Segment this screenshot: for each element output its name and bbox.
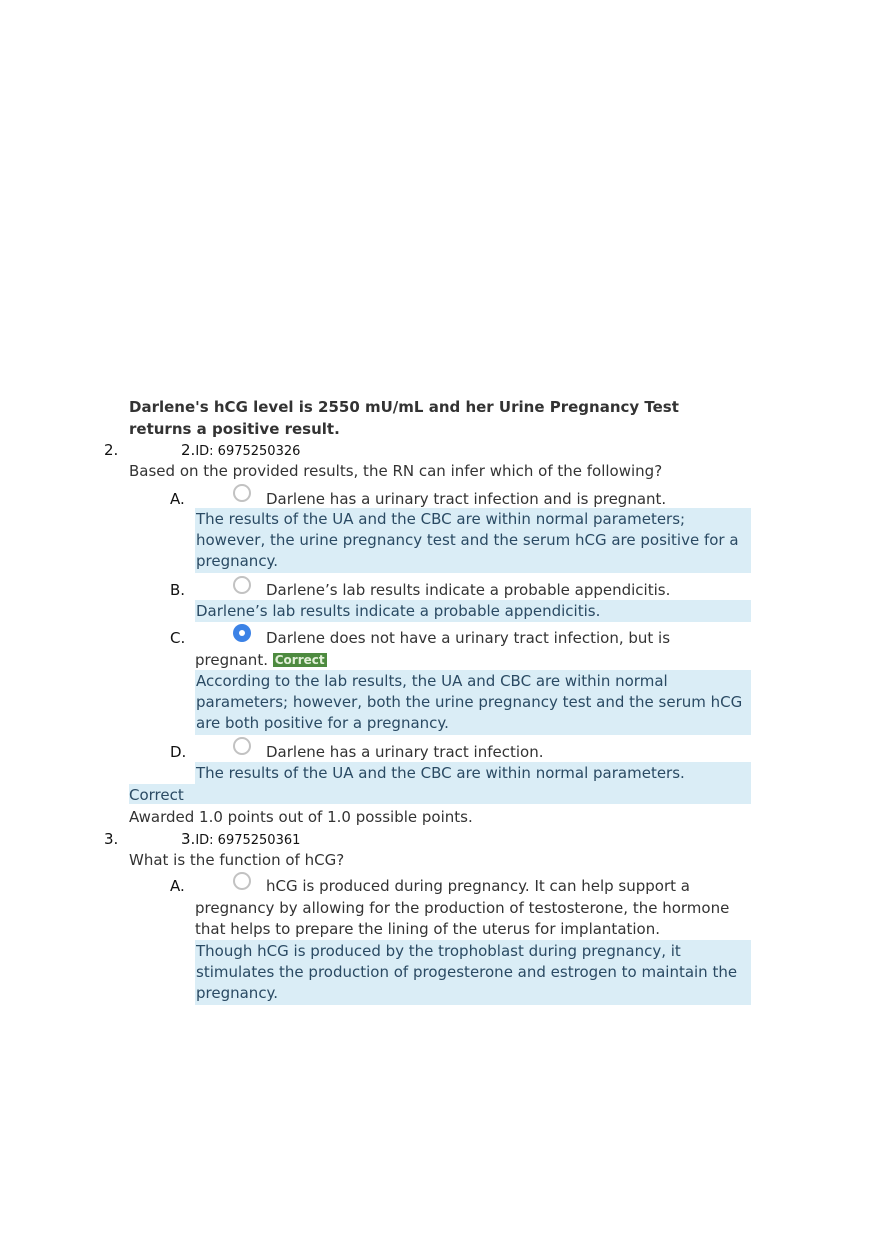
option-c-radio-selected[interactable] — [233, 624, 251, 642]
q3-option-a-text-line-2[interactable]: pregnancy by allowing for the production of testosterone, the hormone — [195, 899, 730, 917]
feedback-line: are both positive for a pregnancy. — [196, 714, 449, 732]
feedback-line: pregnancy. — [196, 552, 279, 570]
option-d-feedback — [195, 762, 751, 784]
feedback-line: pregnancy. — [196, 984, 279, 1002]
feedback-line: The results of the UA and the CBC are within normal parameters; — [196, 510, 686, 528]
option-d-letter: D. — [170, 743, 187, 761]
question-2-header — [181, 440, 300, 462]
feedback-line: According to the lab results, the UA and CBC are within normal — [196, 672, 668, 690]
question-3-id: ID: 6975250361 — [195, 833, 301, 848]
option-c-letter: C. — [170, 629, 186, 647]
option-b-text[interactable]: Darlene’s lab results indicate a probable appendicitis. — [266, 581, 671, 599]
option-c-text-line-2[interactable] — [195, 650, 327, 671]
option-a-text[interactable]: Darlene has a urinary tract infection and is pregnant. — [266, 490, 667, 508]
option-c-feedback — [195, 670, 751, 735]
question-3-prompt: What is the function of hCG? — [129, 851, 345, 869]
option-d-radio[interactable] — [233, 737, 251, 755]
feedback-line: however, the urine pregnancy test and the serum hCG are positive for a — [196, 531, 739, 549]
option-a-feedback — [195, 508, 751, 573]
option-b-feedback — [195, 600, 751, 622]
q3-option-a-letter: A. — [170, 877, 185, 895]
question-2-result: Correct — [129, 784, 751, 804]
option-a-letter: A. — [170, 490, 185, 508]
question-2-awarded-points: Awarded 1.0 points out of 1.0 possible points. — [129, 808, 473, 826]
question-2-id: ID: 6975250326 — [195, 444, 301, 459]
scenario-line-2: returns a positive result. — [129, 420, 340, 438]
q3-option-a-feedback — [195, 940, 751, 1005]
question-2-prompt: Based on the provided results, the RN can infer which of the following? — [129, 462, 663, 480]
q3-option-a-text-line-1[interactable]: hCG is produced during pregnancy. It can help support a — [266, 877, 690, 895]
option-c-text-end: pregnant. — [195, 651, 268, 669]
question-2-list-number: 2. — [104, 441, 119, 459]
question-2-number: 2. — [181, 441, 196, 459]
feedback-line: parameters; however, both the urine pregnancy test and the serum hCG — [196, 693, 743, 711]
feedback-line: Though hCG is produced by the trophoblast during pregnancy, it — [196, 942, 681, 960]
question-3-list-number: 3. — [104, 830, 119, 848]
option-b-radio[interactable] — [233, 576, 251, 594]
q3-option-a-radio[interactable] — [233, 872, 251, 890]
scenario-line-1: Darlene's hCG level is 2550 mU/mL and her Urine Pregnancy Test — [129, 398, 679, 416]
option-a-radio[interactable] — [233, 484, 251, 502]
correct-badge: Correct — [274, 653, 325, 667]
option-d-text[interactable]: Darlene has a urinary tract infection. — [266, 743, 544, 761]
option-b-letter: B. — [170, 581, 186, 599]
option-c-text-line-1[interactable]: Darlene does not have a urinary tract infection, but is — [266, 629, 671, 647]
feedback-line: The results of the UA and the CBC are within normal parameters. — [196, 764, 685, 782]
question-3-header — [181, 829, 300, 851]
q3-option-a-text-line-3[interactable]: that helps to prepare the lining of the uterus for implantation. — [195, 920, 661, 938]
feedback-line: Darlene’s lab results indicate a probable appendicitis. — [196, 602, 601, 620]
question-3-number: 3. — [181, 830, 196, 848]
feedback-line: stimulates the production of progesterone and estrogen to maintain the — [196, 963, 738, 981]
